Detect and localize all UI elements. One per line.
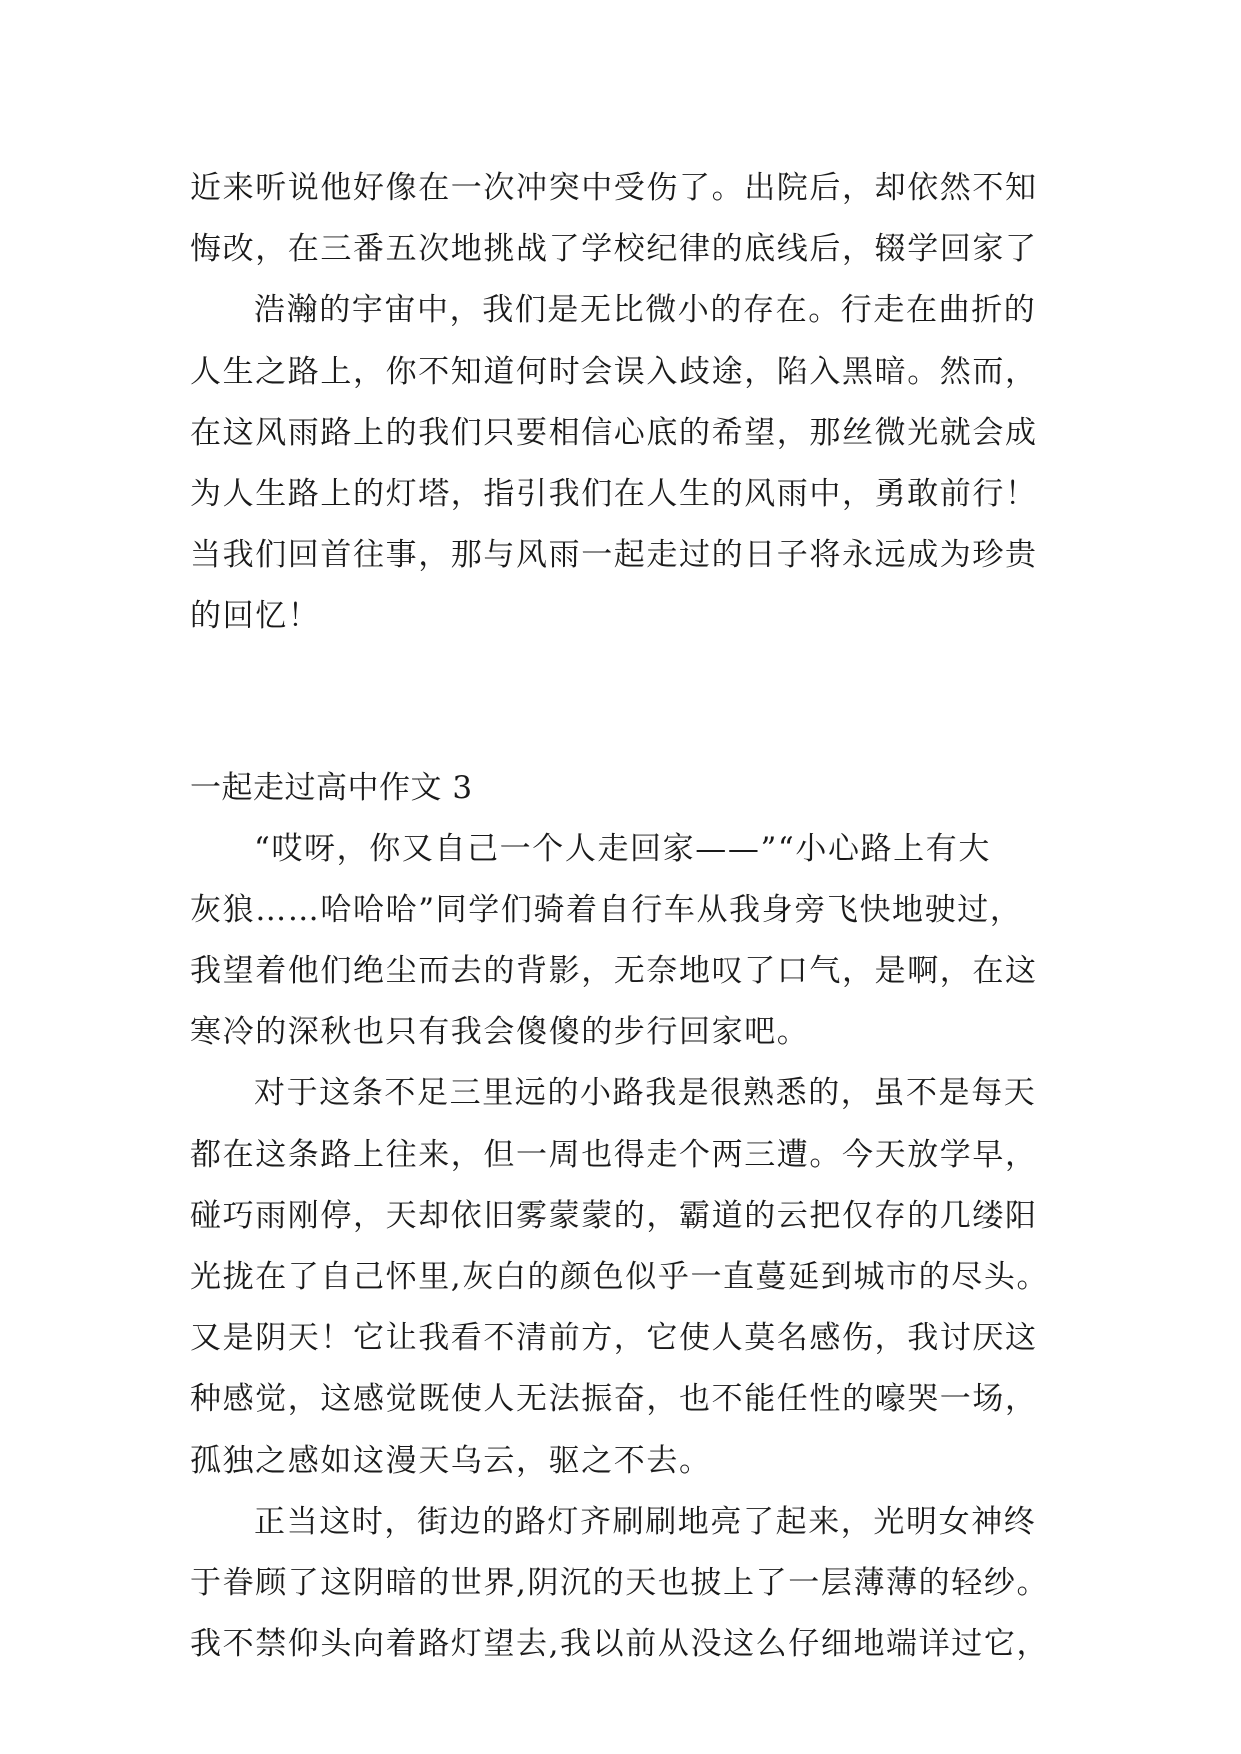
text-line: 正当这时，街边的路灯齐刷刷地亮了起来，光明女神终 <box>254 1503 1037 1540</box>
section-heading: 一起走过高中作文 3 <box>190 769 473 806</box>
text-line: 都在这条路上往来，但一周也得走个两三遭。今天放学早， <box>190 1136 1038 1173</box>
document-page <box>190 158 1050 1675</box>
text-line: 碰巧雨刚停，天却依旧雾蒙蒙的，霸道的云把仅存的几缕阳 <box>190 1197 1038 1234</box>
text-line: 对于这条不足三里远的小路我是很熟悉的，虽不是每天 <box>254 1075 1037 1112</box>
text-line: 种感觉，这感觉既使人无法振奋，也不能任性的嚎哭一场， <box>190 1381 1038 1418</box>
text-line: 在这风雨路上的我们只要相信心底的希望，那丝微光就会成 <box>190 414 1038 451</box>
paragraph-3 <box>190 819 1050 1064</box>
paragraph-2 <box>190 280 1050 647</box>
text-line: 又是阴天！它让我看不清前方，它使人莫名感伤，我讨厌这 <box>190 1320 1038 1357</box>
section-gap <box>190 648 1050 758</box>
text-line: 的回忆！ <box>190 598 321 635</box>
paragraph-1 <box>190 158 1050 280</box>
text-line: 灰狼……哈哈哈”同学们骑着自行车从我身旁飞快地驶过， <box>190 891 1023 928</box>
text-line: 孤独之感如这漫天乌云，驱之不去。 <box>190 1442 712 1479</box>
text-line: 悔改，在三番五次地挑战了学校纪律的底线后，辍学回家了 <box>190 231 1038 268</box>
text-line: 我不禁仰头向着路灯望去,我以前从没这么仔细地端详过它， <box>190 1626 1050 1663</box>
text-line: 为人生路上的灯塔，指引我们在人生的风雨中，勇敢前行！ <box>190 475 1038 512</box>
paragraph-4 <box>190 1063 1050 1491</box>
text-line: 近来听说他好像在一次冲突中受伤了。出院后，却依然不知 <box>190 170 1038 206</box>
paragraph-5 <box>190 1492 1050 1676</box>
text-line: 当我们回首往事，那与风雨一起走过的日子将永远成为珍贵 <box>190 537 1038 574</box>
text-line: 人生之路上，你不知道何时会误入歧途，陷入黑暗。然而， <box>190 353 1038 390</box>
text-line: “哎呀，你又自己一个人走回家——”“小心路上有大 <box>254 830 991 867</box>
text-line: 浩瀚的宇宙中，我们是无比微小的存在。行走在曲折的 <box>254 292 1037 329</box>
text-line: 寒冷的深秋也只有我会傻傻的步行回家吧。 <box>190 1014 810 1051</box>
text-line: 于眷顾了这阴暗的世界,阴沉的天也披上了一层薄薄的轻纱。 <box>190 1564 1050 1601</box>
text-line: 光拢在了自己怀里,灰白的颜色似乎一直蔓延到城市的尽头。 <box>190 1259 1050 1295</box>
text-line: 我望着他们绝尘而去的背影，无奈地叹了口气，是啊，在这 <box>190 953 1038 990</box>
